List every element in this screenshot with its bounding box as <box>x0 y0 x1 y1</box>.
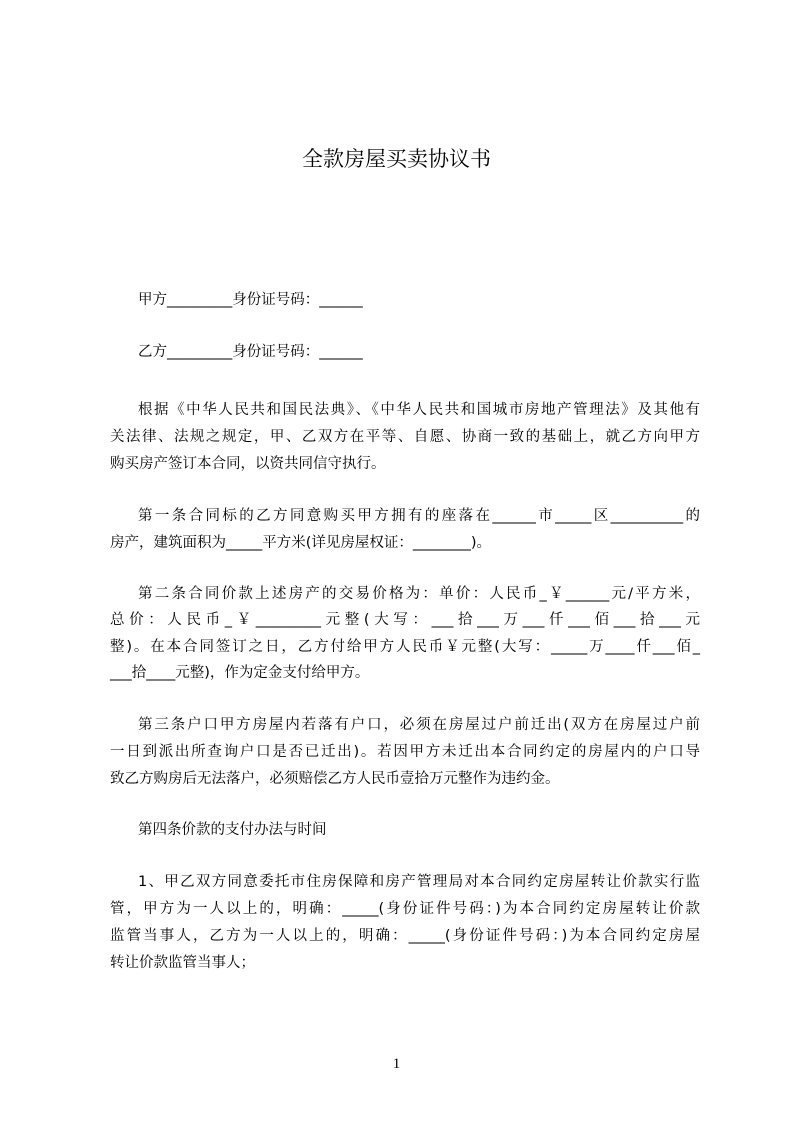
text-line: 根据《中华人民共和国民法典》、《中华人民共和国城市房地产管理法》及其他有 <box>138 402 700 418</box>
document-title: 全款房屋买卖协议书 <box>302 147 491 171</box>
text-line: 转让价款监管当事人； <box>110 955 255 971</box>
text-line: 一日到派出所查询户口是否已迁出)。若因甲方未迁出本合同约定的房屋内的户口导 <box>110 744 700 760</box>
party-b-line: 乙方_________身份证号码：______ <box>138 344 363 360</box>
text-line: 1、甲乙双方同意委托市住房保障和房产管理局对本合同约定房屋转让价款实行监 <box>138 874 700 890</box>
party-a-line: 甲方_________身份证号码：______ <box>138 292 363 308</box>
text-line: 监管当事人，乙方为一人以上的，明确：_____(身份证件号码：)为本合同约定房屋 <box>110 928 700 944</box>
text-line: 管，甲方为一人以上的，明确：_____(身份证件号码：)为本合同约定房屋转让价款 <box>110 901 700 917</box>
text-line: 致乙方购房后无法落户，必须赔偿乙方人民币壹拾万元整作为违约金。 <box>110 771 560 787</box>
text-line: 总价：人民币_￥_________元整(大写：___拾___万___仟___佰___拾___元 <box>110 612 700 628</box>
text-line: 房产，建筑面积为_____平方米(详见房屋权证：________)。 <box>110 535 492 551</box>
text-line: 第二条合同价款上述房产的交易价格为：单价：人民币_￥______元/平方米， <box>138 586 700 602</box>
text-line: 第一条合同标的乙方同意购买甲方拥有的座落在______市_____区__________的 <box>138 508 700 524</box>
page-number: 1 <box>392 1056 401 1072</box>
article-4-heading: 第四条价款的支付办法与时间 <box>138 822 327 838</box>
text-line: 关法律、法规之规定，甲、乙双方在平等、自愿、协商一致的基础上，就乙方向甲方 <box>110 429 700 445</box>
text-line: ___拾____元整)，作为定金支付给甲方。 <box>110 665 370 681</box>
text-line: 整)。在本合同签订之日，乙方付给甲方人民币￥元整(大写：_____万____仟___佰_ <box>110 639 700 655</box>
text-line: 购买房产签订本合同，以资共同信守执行。 <box>110 456 386 472</box>
text-line: 第三条户口甲方房屋内若落有户口，必须在房屋过户前迁出(双方在房屋过户前 <box>138 717 700 733</box>
